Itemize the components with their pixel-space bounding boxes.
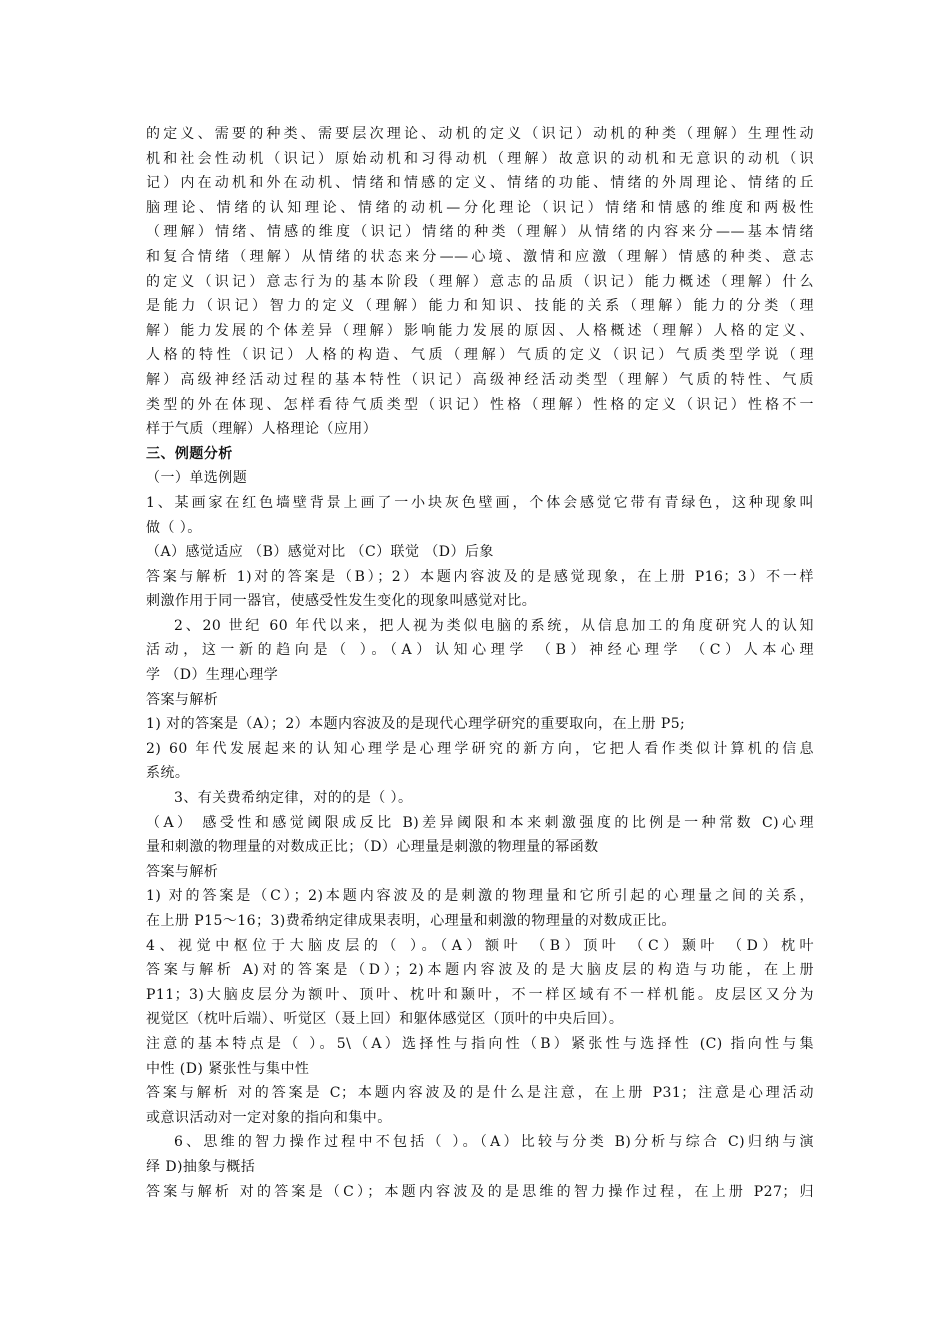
body-text-line: 机和社会性动机（识记）原始动机和习得动机（理解）故意识的动机和无意识的动机（识 (146, 150, 814, 167)
document-page (146, 122, 814, 1204)
body-text-line: 解）高级神经活动过程的基本特性（识记）高级神经活动类型（理解）气质的特性、气质 (146, 371, 814, 388)
question-3-options: （A） 感受性和感觉阈限成反比 B)差异阈限和本来刺激强度的比例是一种常数 C)心理 (146, 814, 814, 831)
answer-6-line: 答案与解析 对的答案是（C）；本题内容波及的是思维的智力操作过程，在上册 P27；归 (146, 1183, 814, 1200)
answer-2-line: 2) 60 年代发展起来的认知心理学是心理学研究的新方向，它把人看作类似计算机的信息 (146, 740, 814, 757)
body-text-line: 记）内在动机和外在动机、情绪和情感的定义、情绪的功能、情绪的外周理论、情绪的丘 (146, 175, 814, 192)
answer-4-line: 答案与解析 A)对的答案是（D）；2)本题内容波及的是大脑皮层的构造与功能，在上册 (146, 962, 814, 979)
answer-1-line: 刺激作用于同一器官，使感受性发生变化的现象叫感觉对比。 (146, 593, 537, 610)
question-2-line: 2、20 世纪 60 年代以来，把人视为类似电脑的系统，从信息加工的角度研究人的认知 (174, 617, 814, 634)
answer-2-line: 1) 对的答案是（A）；2）本题内容波及的是现代心理学研究的重要取向，在上册 P5; (146, 716, 686, 733)
body-text-line: 脑理论、情绪的认知理论、情绪的动机—分化理论（识记）情绪和情感的维度和两极性 (146, 199, 814, 216)
body-text-line: 解）能力发展的个体差异（理解）影响能力发展的原因、人格概述（理解）人格的定义、 (146, 322, 814, 339)
answer-2-line: 系统。 (146, 765, 190, 782)
answer-5-line: 答案与解析 对的答案是 C；本题内容波及的是什么是注意，在上册 P31；注意是心理活动 (146, 1085, 814, 1102)
answer-3-line: 1) 对的答案是（C）；2)本题内容波及的是刺激的物理量和它所引起的心理量之间的关系， (146, 888, 814, 905)
question-1-line: 1、某画家在红色墙壁背景上画了一小块灰色壁画，个体会感觉它带有青绿色，这种现象叫 (146, 494, 814, 511)
answer-5-line: 或意识活动对一定对象的指向和集中。 (146, 1109, 392, 1126)
answer-4-line: 视觉区（枕叶后端）、听觉区（聂上回）和躯体感觉区（顶叶的中央后回）。 (146, 1011, 624, 1028)
question-6-line: 6、思维的智力操作过程中不包括（ ）。（A）比较与分类 B)分析与综合 C)归纳与演 (174, 1134, 814, 1151)
section-heading: 三、例题分析 (146, 445, 233, 462)
body-text-line: 和复合情绪（理解）从情绪的状态来分——心境、激情和应激（理解）情感的种类、意志 (146, 248, 814, 265)
body-text-line: 的定义（识记）意志行为的基本阶段（理解）意志的品质（识记）能力概述（理解）什么 (146, 273, 814, 290)
question-5-line: 中性 (D) 紧张性与集中性 (146, 1060, 310, 1077)
question-2-line: 活动，这一新的趋向是（ ）。（A）认知心理学 （B）神经心理学 （C）人本心理 (146, 642, 814, 659)
body-text-line: 是能力（识记）智力的定义（理解）能力和知识、技能的关系（理解）能力的分类（理 (146, 298, 814, 315)
body-text-line: 样于气质（理解）人格理论（应用） (146, 421, 378, 438)
answer-label: 答案与解析 (146, 863, 219, 880)
body-text-line: 类型的外在体现、怎样看待气质类型（识记）性格（理解）性格的定义（识记）性格不一 (146, 396, 814, 413)
question-3-options: 量和刺激的物理量的对数成正比；（D）心理量是刺激的物理量的幂函数 (146, 839, 599, 856)
question-1-options: （A）感觉适应 （B）感觉对比 （C）联觉 （D）后象 (146, 544, 494, 561)
answer-3-line: 在上册 P15～16；3)费希纳定律成果表明，心理量和刺激的物理量的对数成正比。 (146, 913, 676, 929)
question-5-line: 注意的基本特点是（ ）。5\（A）选择性与指向性（B）紧张性与选择性 (C) 指向性与集 (146, 1035, 814, 1052)
answer-4-line: P11；3)大脑皮层分为额叶、顶叶、枕叶和颞叶，不一样区域有不一样机能。皮层区又分为 (146, 986, 814, 1003)
question-6-line: 绎 D)抽象与概括 (146, 1158, 256, 1175)
body-text-line: 人格的特性（识记）人格的构造、气质（理解）气质的定义（识记）气质类型学说（理 (146, 347, 814, 364)
question-2-line: 学 （D）生理心理学 (146, 667, 279, 684)
question-4-line: 4、视觉中枢位于大脑皮层的（ ）。（A）额叶 （B）顶叶 （C）颞叶 （D）枕叶 (146, 937, 814, 954)
question-3-line: 3、有关费希纳定律，对的的是（ ）。 (174, 790, 413, 807)
subsection-heading: （一）单选例题 (146, 470, 248, 487)
body-text-line: 的定义、需要的种类、需要层次理论、动机的定义（识记）动机的种类（理解）生理性动 (146, 126, 814, 142)
answer-label: 答案与解析 (146, 691, 219, 708)
body-text-line: （理解）情绪、情感的维度（识记）情绪的种类（理解）从情绪的内容来分——基本情绪 (146, 224, 814, 241)
answer-1-line: 答案与解析 1)对的答案是（B）；2）本题内容波及的是感觉现象，在上册 P16；3）不一样 (146, 568, 814, 585)
question-1-line: 做（ ）。 (146, 519, 202, 536)
